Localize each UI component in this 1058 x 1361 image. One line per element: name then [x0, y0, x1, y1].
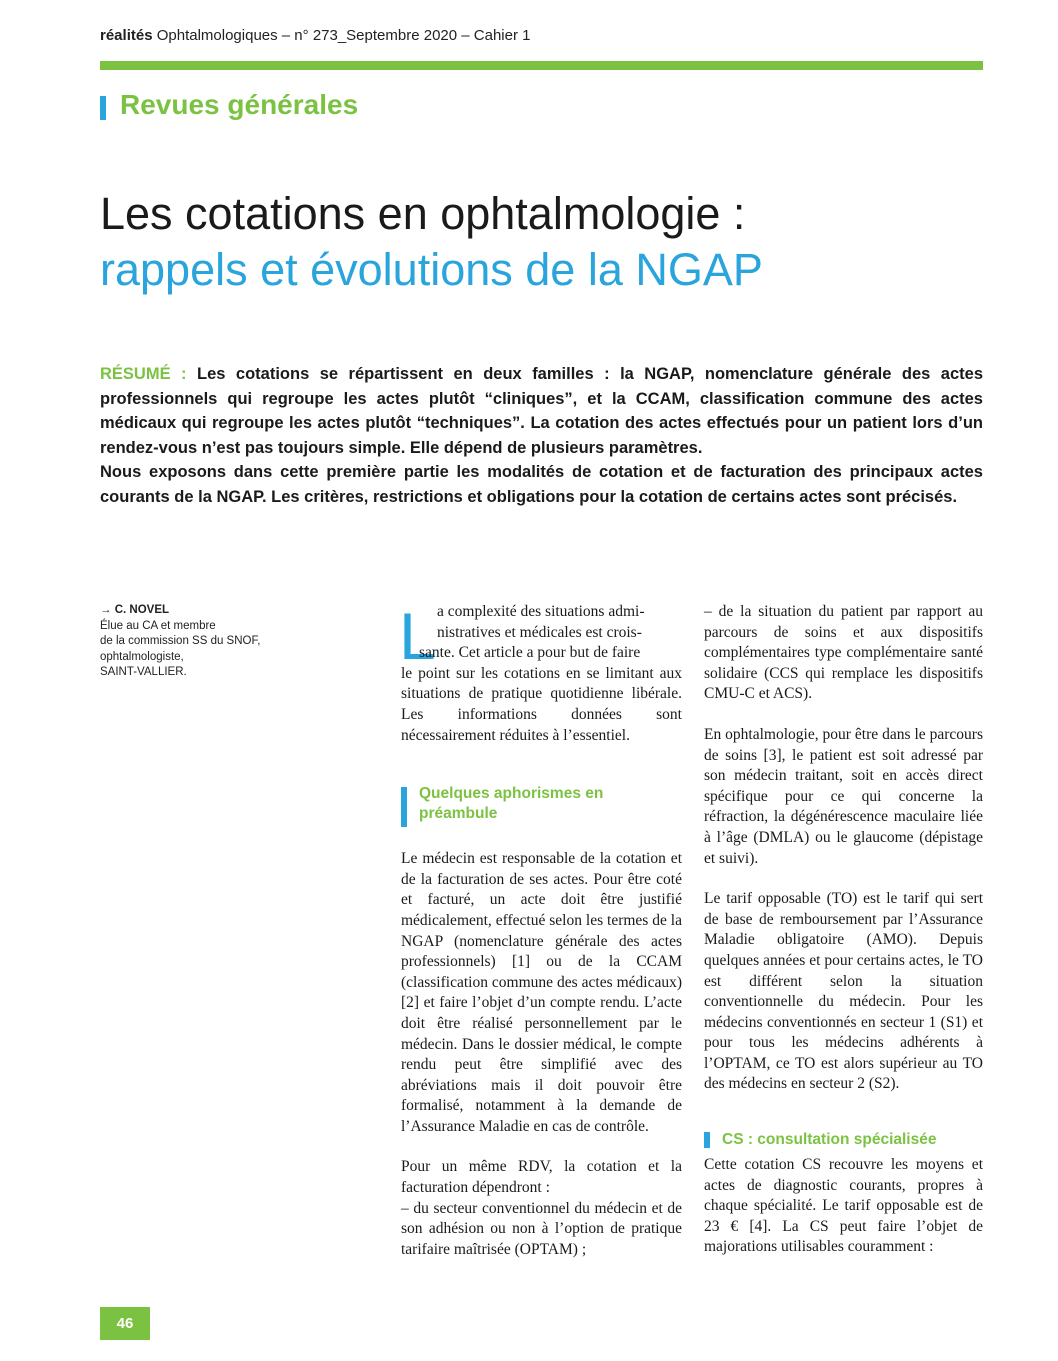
- page-number: 46: [100, 1307, 150, 1340]
- abstract: [100, 362, 983, 510]
- subhead-marker: [704, 1132, 710, 1148]
- article-subtitle: rappels et évolutions de la NGAP: [100, 244, 763, 295]
- intro-line-3: sante. Cet article a pour but de faire: [419, 644, 641, 662]
- abstract-text-1: Les cotations se répartissent en deux familles : la NGAP, nomenclature générale des actes professionnels qui regroupe les actes plutôt “cliniques”, et la CCAM, classification commune des actes médicaux qui regroupe les actes plutôt “techniques”. La cotation des actes effectués pour un patient lors d’un rendez-vous n’est pas toujours simple. Elle dépend de plusieurs paramètres.: [100, 365, 983, 457]
- drop-cap: L: [399, 599, 436, 673]
- intro-line-2: nistratives et médicales est crois-: [437, 623, 642, 641]
- body-para-4: – du secteur conventionnel du médecin et de son adhésion ou non à l’option de pratique tarifaire maîtrisée (OPTAM) ;: [401, 1199, 682, 1258]
- intro-rest: le point sur les cotations en se limitant aux situations de pratique quotidienne libérale. Les informations données sont nécessairement réduites à l’essentiel.: [401, 664, 682, 744]
- spacer: [704, 705, 983, 725]
- spacer: [401, 1137, 682, 1157]
- author-affiliation-3: ophtalmologiste,: [100, 650, 184, 663]
- body-column-1: [399, 599, 682, 1260]
- abstract-para-1: [100, 362, 983, 460]
- abstract-keyword: RÉSUMÉ :: [100, 365, 187, 383]
- body-column-2: [704, 602, 983, 1258]
- header-rule: [100, 61, 983, 70]
- section-label: Revues générales: [120, 89, 359, 120]
- author-name-line: [100, 603, 320, 619]
- body-para-2: Le médecin est responsable de la cotation et de la facturation de ses actes. Pour être coté et facturé, un acte doit être justifié médicalement, effectué selon les termes de la NGAP (nomenclature générale des actes professionnels) [1] ou de la CCAM (classification commune des actes médicaux) [2] et faire l’objet d’un compte rendu. L’acte doit être réalisé personnellement par le médecin. Dans le dossier médical, le compte rendu peut être simplifié avec des abréviations mais il doit pouvoir être formalisé, notamment à la demande de l’Assurance Maladie en cas de contrôle.: [401, 850, 682, 1135]
- col2-para-2: En ophtalmologie, pour être dans le parcours de soins [3], le patient est soit adressé par son médecin traitant, soit en accès direct spécifique pour ce qui concerne la réfraction, la dégénérescence maculaire liée à l’âge (DMLA) ou le glaucome (dépistage et suivi).: [704, 725, 983, 867]
- author-affiliation-1: Élue au CA et membre: [100, 619, 216, 632]
- abstract-para-2: Nous exposons dans cette première partie les modalités de cotation et de facturation des principaux actes courants de la NGAP. Les critères, restrictions et obligations pour la cotation de certains actes sont précisés.: [100, 463, 983, 506]
- arrow-icon: →: [100, 604, 112, 616]
- author-block: [100, 603, 320, 681]
- author-affiliation-2: de la commission SS du SNOF,: [100, 635, 261, 647]
- running-header: [100, 27, 530, 44]
- col2-para-4: Cette cotation CS recouvre les moyens et actes de diagnostic courants, propres à chaque spécialité. Le tarif opposable est de 23 € [4]. La CS peut faire l’objet de majorations utilisables couramment :: [704, 1156, 983, 1256]
- article-title: Les cotations en ophtalmologie :: [100, 188, 746, 239]
- col2-para-3: Le tarif opposable (TO) est le tarif qui sert de base de remboursement par l’Assurance Maladie obligatoire (AMO). Depuis quelques années et pour certains actes, le TO est différent selon la situation conventionnelle du médecin. Pour les médecins conventionnés en secteur 1 (S1) et pour tous les médecins adhérents à l’OPTAM, ce TO est alors supérieur au TO des médecins en secteur 2 (S2).: [704, 890, 983, 1093]
- spacer: [704, 869, 983, 889]
- journal-name: réalités: [100, 27, 153, 44]
- col2-para-1: – de la situation du patient par rapport au parcours de soins et aux dispositifs complémentaires type complémentaire santé solidaire (CCS qui remplace les dispositifs CMU-C et ACS).: [704, 603, 983, 703]
- author-name: C. NOVEL: [114, 604, 170, 616]
- section-marker: [100, 96, 106, 120]
- subheading-aphorismes: Quelques aphorismes en préambule: [419, 785, 604, 822]
- body-para-3: Pour un même RDV, la cotation et la facturation dépendront :: [401, 1158, 682, 1197]
- subheading-cs: CS : consultation spécialisée: [722, 1131, 937, 1148]
- issue-info: Ophtalmologiques – n° 273_Septembre 2020 – Cahier 1: [156, 27, 531, 44]
- intro-line-1: a complexité des situations admi-: [437, 603, 645, 620]
- subhead-marker: [401, 787, 407, 827]
- author-affiliation-4: SAINT-VALLIER.: [100, 666, 187, 678]
